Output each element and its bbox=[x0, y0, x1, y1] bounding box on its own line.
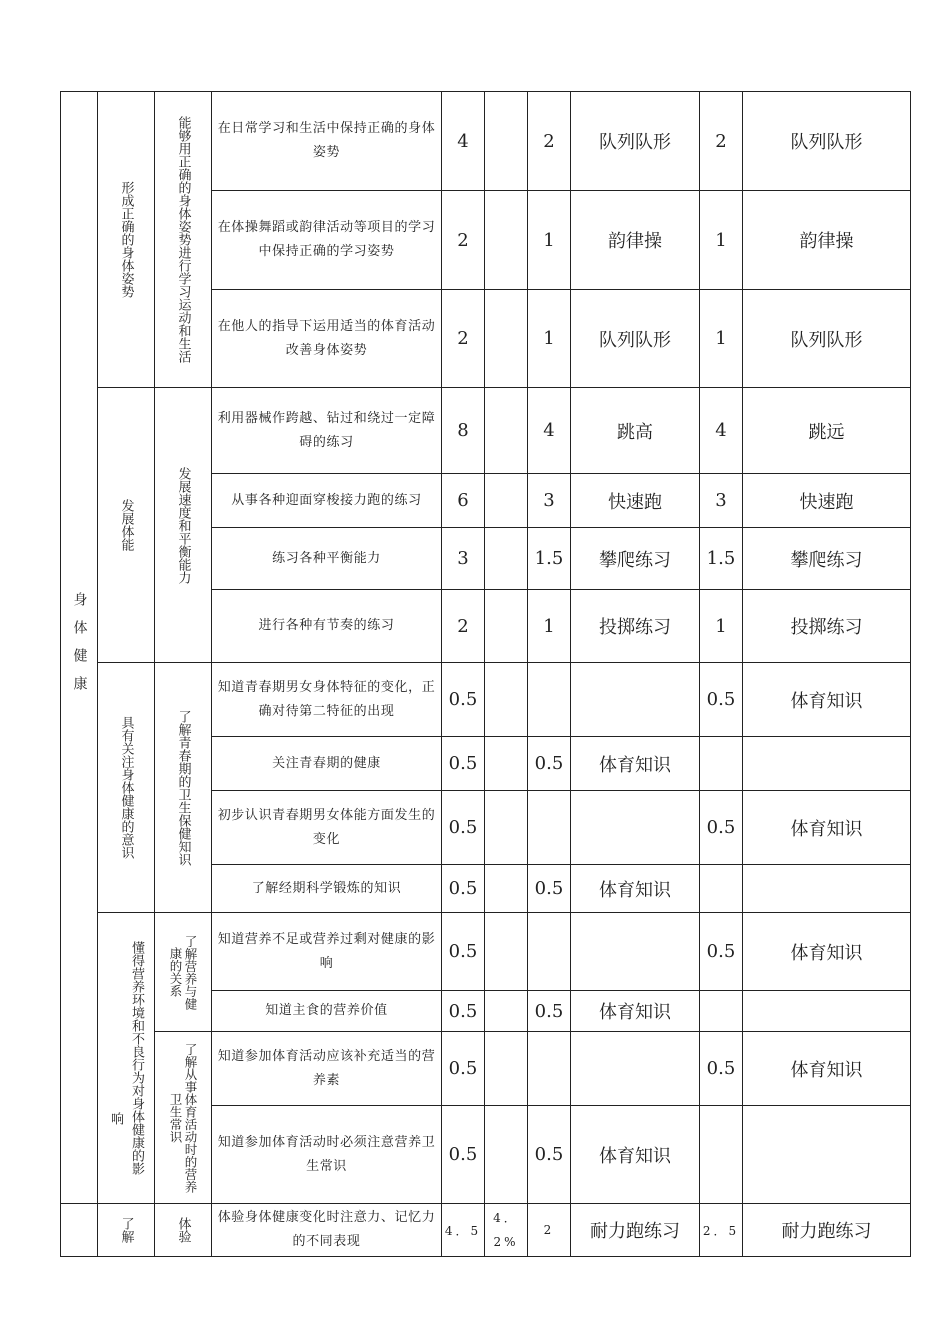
term2-activity-cell: 体育知识 bbox=[743, 1032, 911, 1106]
term1-hours-cell: 1 bbox=[528, 590, 571, 663]
term2-hours-cell: 1.5 bbox=[700, 528, 743, 590]
term1-activity-cell: 队列队形 bbox=[571, 92, 700, 191]
term2-hours-cell bbox=[700, 1106, 743, 1204]
term1-activity-cell: 体育知识 bbox=[571, 737, 700, 791]
term1-hours-cell bbox=[528, 663, 571, 737]
term1-activity-cell: 体育知识 bbox=[571, 865, 700, 913]
goal-cell bbox=[155, 663, 212, 913]
percent-cell bbox=[485, 663, 528, 737]
hours-cell: 0.5 bbox=[442, 663, 485, 737]
term2-hours-cell: 2 bbox=[700, 92, 743, 191]
table-row bbox=[61, 1204, 911, 1257]
aspect-cell bbox=[98, 92, 155, 388]
percent-cell bbox=[485, 1032, 528, 1106]
term2-hours-cell bbox=[700, 865, 743, 913]
term1-hours-cell: 2 bbox=[528, 92, 571, 191]
term2-activity-cell: 体育知识 bbox=[743, 913, 911, 991]
term2-hours-cell: 0.5 bbox=[700, 791, 743, 865]
content-cell: 知道营养不足或营养过剩对健康的影响 bbox=[212, 913, 442, 991]
table-row bbox=[61, 913, 911, 991]
term2-activity-cell bbox=[743, 865, 911, 913]
content-cell: 知道参加体育活动应该补充适当的营养素 bbox=[212, 1032, 442, 1106]
percent-cell: 4．2% bbox=[485, 1204, 528, 1257]
hours-cell: 3 bbox=[442, 528, 485, 590]
term2-activity-cell: 体育知识 bbox=[743, 663, 911, 737]
goal-cell bbox=[155, 388, 212, 663]
aspect-label-tail: 响 bbox=[108, 1111, 123, 1125]
hours-cell: 0.5 bbox=[442, 791, 485, 865]
term1-hours-cell: 0.5 bbox=[528, 865, 571, 913]
hours-cell: 6 bbox=[442, 474, 485, 528]
hours-cell: 8 bbox=[442, 388, 485, 474]
content-cell: 在他人的指导下运用适当的体育活动改善身体姿势 bbox=[212, 290, 442, 388]
domain-cell bbox=[61, 92, 98, 1204]
content-cell: 知道主食的营养价值 bbox=[212, 991, 442, 1032]
hours-cell: 2 bbox=[442, 191, 485, 290]
term1-hours-cell: 0.5 bbox=[528, 737, 571, 791]
goal-label: 了解青春期的卫生保健知识 bbox=[175, 709, 191, 866]
table-row bbox=[61, 1032, 911, 1106]
term2-activity-cell bbox=[743, 737, 911, 791]
term2-activity-cell: 队列队形 bbox=[743, 290, 911, 388]
hours-cell: 4 bbox=[442, 92, 485, 191]
term1-hours-cell: 3 bbox=[528, 474, 571, 528]
term2-hours-cell: 0.5 bbox=[700, 663, 743, 737]
goal-cell bbox=[155, 1032, 212, 1204]
term1-activity-cell: 跳高 bbox=[571, 388, 700, 474]
goal-label: 体验 bbox=[175, 1217, 191, 1243]
content-cell: 练习各种平衡能力 bbox=[212, 528, 442, 590]
percent-cell bbox=[485, 1106, 528, 1204]
content-cell: 知道青春期男女身体特征的变化，正确对待第二特征的出现 bbox=[212, 663, 442, 737]
percent-cell bbox=[485, 991, 528, 1032]
hours-cell: 0.5 bbox=[442, 865, 485, 913]
term2-hours-cell: 4 bbox=[700, 388, 743, 474]
term2-activity-cell: 体育知识 bbox=[743, 791, 911, 865]
term2-hours-cell: 1 bbox=[700, 191, 743, 290]
term1-activity-cell bbox=[571, 663, 700, 737]
content-cell: 初步认识青春期男女体能方面发生的变化 bbox=[212, 791, 442, 865]
hours-cell: 0.5 bbox=[442, 1032, 485, 1106]
term2-activity-cell: 快速跑 bbox=[743, 474, 911, 528]
term1-activity-cell: 体育知识 bbox=[571, 1106, 700, 1204]
term2-activity-cell bbox=[743, 991, 911, 1032]
curriculum-table bbox=[60, 91, 911, 1257]
term1-hours-cell bbox=[528, 1032, 571, 1106]
goal-label: 了解从事体育活动时的营养卫生常识 bbox=[168, 1042, 198, 1193]
hours-cell: 0.5 bbox=[442, 1106, 485, 1204]
goal-cell bbox=[155, 92, 212, 388]
term2-hours-cell bbox=[700, 991, 743, 1032]
content-cell: 关注青春期的健康 bbox=[212, 737, 442, 791]
percent-cell bbox=[485, 290, 528, 388]
term1-activity-cell: 韵律操 bbox=[571, 191, 700, 290]
aspect-label: 形成正确的身体姿势 bbox=[118, 181, 134, 298]
term1-hours-cell: 0.5 bbox=[528, 1106, 571, 1204]
term1-activity-cell bbox=[571, 1032, 700, 1106]
percent-cell bbox=[485, 474, 528, 528]
term1-activity-cell bbox=[571, 913, 700, 991]
percent-cell bbox=[485, 913, 528, 991]
term2-activity-cell: 跳远 bbox=[743, 388, 911, 474]
term1-hours-cell: 0.5 bbox=[528, 991, 571, 1032]
term2-hours-cell: 1 bbox=[700, 290, 743, 388]
term2-activity-cell: 耐力跑练习 bbox=[743, 1204, 911, 1257]
term2-hours-cell: 2．5 bbox=[700, 1204, 743, 1257]
term2-hours-cell: 1 bbox=[700, 590, 743, 663]
hours-cell: 0.5 bbox=[442, 737, 485, 791]
term1-hours-cell bbox=[528, 791, 571, 865]
aspect-cell bbox=[98, 913, 155, 1204]
term2-hours-cell bbox=[700, 737, 743, 791]
hours-cell: 2 bbox=[442, 290, 485, 388]
percent-cell bbox=[485, 92, 528, 191]
table-row bbox=[61, 663, 911, 737]
goal-label: 能够用正确的身体姿势进行学习运动和生活 bbox=[175, 116, 191, 363]
term1-hours-cell bbox=[528, 913, 571, 991]
term2-hours-cell: 0.5 bbox=[700, 1032, 743, 1106]
hours-cell: 0.5 bbox=[442, 991, 485, 1032]
percent-cell bbox=[485, 388, 528, 474]
term2-activity-cell: 投掷练习 bbox=[743, 590, 911, 663]
term1-activity-cell bbox=[571, 791, 700, 865]
goal-label: 发展速度和平衡能力 bbox=[175, 466, 191, 584]
term2-activity-cell bbox=[743, 1106, 911, 1204]
hours-cell: 2 bbox=[442, 590, 485, 663]
aspect-cell bbox=[98, 1204, 155, 1257]
percent-cell bbox=[485, 791, 528, 865]
aspect-cell bbox=[98, 663, 155, 913]
goal-cell bbox=[155, 913, 212, 1032]
table-row bbox=[61, 92, 911, 191]
percent-cell bbox=[485, 590, 528, 663]
content-cell: 从事各种迎面穿梭接力跑的练习 bbox=[212, 474, 442, 528]
term1-activity-cell: 队列队形 bbox=[571, 290, 700, 388]
domain-cell-empty bbox=[61, 1204, 98, 1257]
term1-hours-cell: 1 bbox=[528, 290, 571, 388]
term1-activity-cell: 攀爬练习 bbox=[571, 528, 700, 590]
percent-cell bbox=[485, 737, 528, 791]
term1-hours-cell: 1.5 bbox=[528, 528, 571, 590]
term2-activity-cell: 攀爬练习 bbox=[743, 528, 911, 590]
term2-hours-cell: 3 bbox=[700, 474, 743, 528]
aspect-label: 具有关注身体健康的意识 bbox=[118, 716, 134, 859]
term1-activity-cell: 耐力跑练习 bbox=[571, 1204, 700, 1257]
term1-activity-cell: 投掷练习 bbox=[571, 590, 700, 663]
percent-cell bbox=[485, 865, 528, 913]
table-row bbox=[61, 388, 911, 474]
hours-cell: 0.5 bbox=[442, 913, 485, 991]
content-cell: 知道参加体育活动时必须注意营养卫生常识 bbox=[212, 1106, 442, 1204]
term1-hours-cell: 4 bbox=[528, 388, 571, 474]
term1-activity-cell: 体育知识 bbox=[571, 991, 700, 1032]
goal-cell bbox=[155, 1204, 212, 1257]
aspect-label: 了解 bbox=[118, 1217, 134, 1243]
goal-label: 了解营养与健康的关系 bbox=[168, 934, 198, 1010]
content-cell: 在体操舞蹈或韵律活动等项目的学习中保持正确的学习姿势 bbox=[212, 191, 442, 290]
aspect-label: 发展体能 bbox=[118, 499, 134, 551]
aspect-cell bbox=[98, 388, 155, 663]
content-cell: 进行各种有节奏的练习 bbox=[212, 590, 442, 663]
domain-label: 身体健康 bbox=[71, 591, 88, 704]
hours-cell: 4．5 bbox=[442, 1204, 485, 1257]
aspect-label: 懂得营养环境和不良行为对身体健康的影 bbox=[129, 941, 144, 1175]
content-cell: 利用器械作跨越、钻过和绕过一定障碍的练习 bbox=[212, 388, 442, 474]
term1-hours-cell: 1 bbox=[528, 191, 571, 290]
content-cell: 在日常学习和生活中保持正确的身体姿势 bbox=[212, 92, 442, 191]
term2-activity-cell: 韵律操 bbox=[743, 191, 911, 290]
term2-activity-cell: 队列队形 bbox=[743, 92, 911, 191]
percent-cell bbox=[485, 191, 528, 290]
content-cell: 了解经期科学锻炼的知识 bbox=[212, 865, 442, 913]
term1-activity-cell: 快速跑 bbox=[571, 474, 700, 528]
term2-hours-cell: 0.5 bbox=[700, 913, 743, 991]
term1-hours-cell: 2 bbox=[528, 1204, 571, 1257]
content-cell: 体验身体健康变化时注意力、记忆力的不同表现 bbox=[212, 1204, 442, 1257]
percent-cell bbox=[485, 528, 528, 590]
